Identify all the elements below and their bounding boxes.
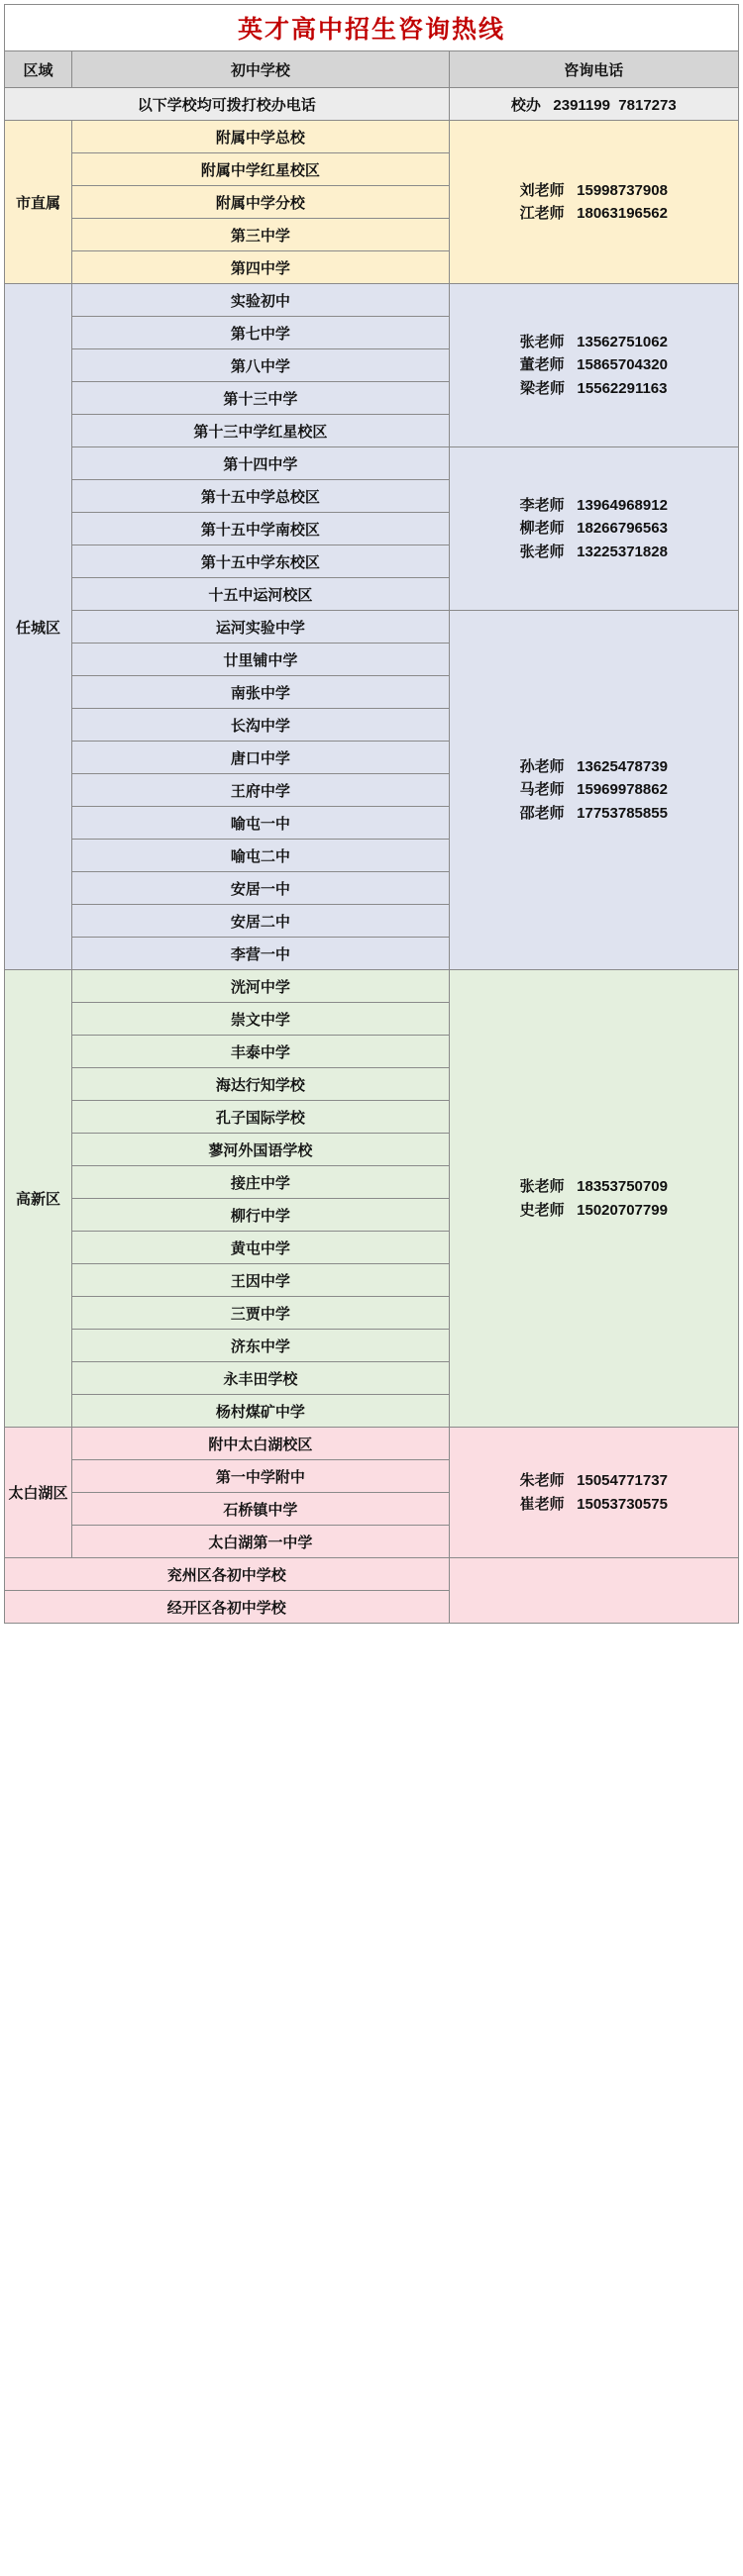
- contact-line: 董老师 15865704320: [519, 356, 668, 374]
- region-cell-3: 太白湖区: [5, 1428, 72, 1558]
- office-label: 校办: [510, 96, 541, 114]
- school-name-cell: 第十四中学: [72, 447, 449, 480]
- school-name-cell: 长沟中学: [72, 709, 449, 742]
- office-phone-numbers: 2391199 7817273: [553, 96, 677, 114]
- page-title-cell: [5, 5, 739, 51]
- contact-line: 马老师 15969978862: [519, 781, 668, 799]
- table-row: [5, 611, 739, 644]
- school-name-cell: 第一中学附中: [72, 1460, 449, 1493]
- school-name-cell: 王因中学: [72, 1264, 449, 1297]
- school-name-cell: 安居一中: [72, 872, 449, 905]
- school-name-cell: 附属中学分校: [72, 186, 449, 219]
- school-name-cell: 第四中学: [72, 251, 449, 284]
- contact-line: 张老师 13225371828: [519, 543, 668, 560]
- table-row: [5, 447, 739, 480]
- school-name-cell: 附属中学红星校区: [72, 153, 449, 186]
- contact-line: 张老师 13562751062: [519, 334, 668, 351]
- table-row: [5, 1558, 739, 1591]
- page-title: 英才高中招生咨询热线: [237, 17, 505, 44]
- school-name-cell: 第三中学: [72, 219, 449, 251]
- contact-line: 刘老师 15998737908: [519, 181, 668, 199]
- school-name-cell: 第八中学: [72, 349, 449, 382]
- contact-line: 朱老师 15054771737: [519, 1472, 668, 1490]
- hotline-table: [4, 4, 739, 1624]
- school-name-cell: 永丰田学校: [72, 1362, 449, 1395]
- school-name-cell: 喻屯二中: [72, 840, 449, 872]
- column-header-school: 初中学校: [72, 51, 449, 88]
- school-name-cell: 第十三中学红星校区: [72, 415, 449, 447]
- school-name-cell: 运河实验中学: [72, 611, 449, 644]
- school-name-cell: 李营一中: [72, 938, 449, 970]
- school-name-cell: 石桥镇中学: [72, 1493, 449, 1526]
- school-name-cell: 安居二中: [72, 905, 449, 938]
- school-name-cell: 喻屯一中: [72, 807, 449, 840]
- office-note-text: 以下学校均可拨打校办电话: [5, 88, 450, 121]
- office-note-row: [5, 88, 739, 121]
- school-name-cell: 柳行中学: [72, 1199, 449, 1232]
- school-name-cell: 孔子国际学校: [72, 1101, 449, 1134]
- footer-school-cell: 兖州区各初中学校: [5, 1558, 450, 1591]
- school-name-cell: 第十五中学总校区: [72, 480, 449, 513]
- header-row: [5, 51, 739, 88]
- contact-line: 江老师 18063196562: [519, 205, 668, 222]
- contact-phone-cell: [449, 611, 738, 970]
- contact-line: 张老师 18353750709: [519, 1178, 668, 1196]
- region-cell-2: 高新区: [5, 970, 72, 1428]
- school-name-cell: 丰泰中学: [72, 1036, 449, 1068]
- school-name-cell: 海达行知学校: [72, 1068, 449, 1101]
- school-name-cell: 济东中学: [72, 1330, 449, 1362]
- contact-line: 李老师 13964968912: [519, 497, 668, 515]
- school-name-cell: 第十五中学南校区: [72, 513, 449, 545]
- contact-phone-cell: [449, 447, 738, 611]
- table-row: [5, 970, 739, 1003]
- table-row: [5, 1428, 739, 1460]
- table-row: [5, 121, 739, 153]
- contact-line: 梁老师 15562291163: [520, 379, 668, 397]
- contact-line: 孙老师 13625478739: [519, 758, 668, 776]
- school-name-cell: 杨村煤矿中学: [72, 1395, 449, 1428]
- school-name-cell: 接庄中学: [72, 1166, 449, 1199]
- school-name-cell: 附属中学总校: [72, 121, 449, 153]
- school-name-cell: 实验初中: [72, 284, 449, 317]
- school-name-cell: 南张中学: [72, 676, 449, 709]
- column-header-region: 区域: [5, 51, 72, 88]
- footer-phone-cell: [449, 1558, 738, 1624]
- office-phone-cell: [449, 88, 738, 121]
- school-name-cell: 洸河中学: [72, 970, 449, 1003]
- contact-line: 邵老师 17753785855: [519, 804, 668, 822]
- contact-phone-cell: [449, 1428, 738, 1558]
- contact-phone-cell: [449, 284, 738, 447]
- title-row: [5, 5, 739, 51]
- region-cell-1: 任城区: [5, 284, 72, 970]
- school-name-cell: 第七中学: [72, 317, 449, 349]
- school-name-cell: 太白湖第一中学: [72, 1526, 449, 1558]
- school-name-cell: 第十五中学东校区: [72, 545, 449, 578]
- school-name-cell: 崇文中学: [72, 1003, 449, 1036]
- table-row: [5, 284, 739, 317]
- school-name-cell: 黄屯中学: [72, 1232, 449, 1264]
- region-cell-0: 市直属: [5, 121, 72, 284]
- school-name-cell: 十五中运河校区: [72, 578, 449, 611]
- column-header-phone: 咨询电话: [449, 51, 738, 88]
- contact-line: 柳老师 18266796563: [519, 520, 668, 538]
- school-name-cell: 唐口中学: [72, 742, 449, 774]
- contact-line: 崔老师 15053730575: [519, 1495, 668, 1513]
- school-name-cell: 廿里铺中学: [72, 644, 449, 676]
- school-name-cell: 附中太白湖校区: [72, 1428, 449, 1460]
- contact-line: 史老师 15020707799: [519, 1201, 668, 1219]
- contact-phone-cell: [449, 121, 738, 284]
- school-name-cell: 第十三中学: [72, 382, 449, 415]
- school-name-cell: 三贾中学: [72, 1297, 449, 1330]
- footer-school-cell: 经开区各初中学校: [5, 1591, 450, 1624]
- school-name-cell: 王府中学: [72, 774, 449, 807]
- school-name-cell: 蓼河外国语学校: [72, 1134, 449, 1166]
- contact-phone-cell: [449, 970, 738, 1428]
